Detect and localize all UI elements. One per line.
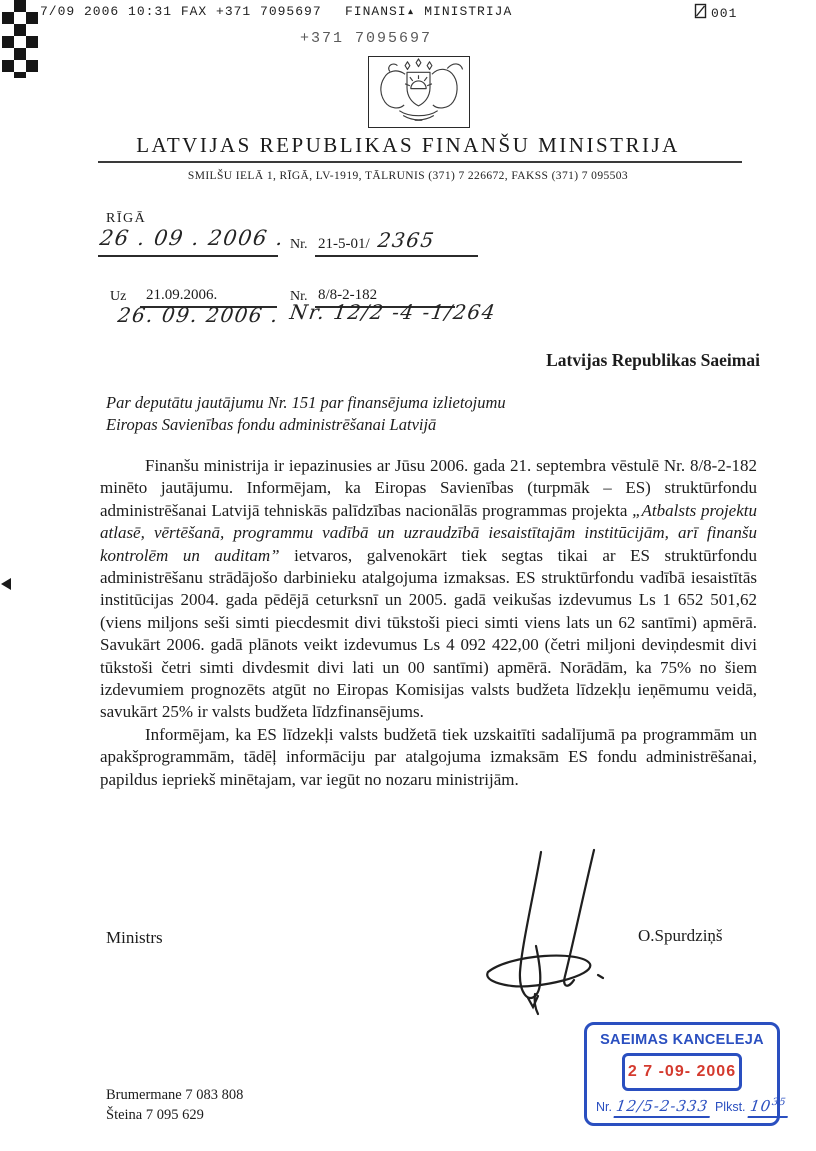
paragraph-1-text-a: Finanšu ministrija ir iepazinusies ar Jūsu 2006. gada 21. septembra vēstulē Nr. 8/8-2-182 minēto jautājumu. Informējam, ka Eiropas Savienības (turpmāk – ES) struktūrfondu administrēšanai Latvijā tehniskās palīdzības nacionālās programmas projekta [100,456,757,520]
latvia-coat-of-arms-icon [368,56,470,128]
stamp-date: 2 7 -09- 2006 [627,1063,737,1080]
paragraph-2: Informējam, ka ES līdzekļi valsts budžetā tiek uzskaitīti sadalījumā pa programmām un apakšprogrammām, tādēļ informāciju par atalgojuma izmaksām ES fondu administrēšanai, papildus iepriekš minētajam, var iegūt no nozaru ministrijām. [100,724,757,789]
fax-header-sender: FINANSI▴ MINISTRIJA [345,4,513,19]
date-underline [98,255,278,257]
recipient: Latvijas Republikas Saeimai [546,350,760,370]
city-label: RĪGĀ [106,211,147,226]
handwritten-date: 26 . 09 . 2006 . [98,226,286,250]
stamp-time-label: Plkst. [714,1100,746,1114]
signature-icon [478,848,643,1021]
letterhead-divider [98,161,742,163]
stamp-title: SAEIMAS KANCELEJA [600,1032,764,1048]
paragraph-1 [100,455,757,724]
stamp-bottom-row [596,1097,789,1118]
fax-checker-artifact [2,0,38,78]
contact-line-2: Šteina 7 095 629 [106,1107,204,1123]
nr-handwritten-value: 2365 [376,228,437,252]
subject-block [106,392,706,436]
uz-label: Uz [110,289,127,304]
uz-date-value: 21.09.2006. [146,287,218,303]
handwritten-received-date: 26. 09. 2006 . [116,303,281,327]
minister-title: Ministrs [106,928,163,947]
uz-nr-label: Nr. [290,289,308,304]
fax-left-arrow-artifact [1,578,11,590]
contact-line-1: Brumermane 7 083 808 [106,1087,244,1103]
fax-header-line: 7/09 2006 10:31 FAX +371 7095697 [40,4,322,19]
paragraph-1-text-b: ietvaros, galvenokārt tiek segtas tikai ar ES struktūrfondu administrēšanu strādājošo darbinieku atalgojuma izmaksas. ES struktūrfondu vadībā iesaistītās institūcijas 2004. gada pēdējā ceturksnī un 2005. gadā veikušas izdevumus Ls 1 652 501,62 (viens miljons seši simti piecdesmit divi tūkstoši pieci simti viens lats un 62 santīmi) apmērā. Savukārt 2006. gadā plānots veikt izdevumus Ls 4 092 422,00 (četri miljoni deviņdesmit divi tūkstoši četri simti divdesmit divi lati un 00 santīmi) apmērā. Norādām, ka 75% no šiem izdevumiem prognozēts atgūt no Eiropas Komisijas valsts budžeta līdzekļu ieņēmumu veidā, savukārt 25% ir valsts budžeta līdzfinansējums. [100,545,758,722]
paragraph-1-project-quote: „Atbalsts projektu atlasē, vērtēšanā, programmu vadībā un uzraudzībā iesaistītajām institūcijām, arī finanšu kontrolēm un auditam” [100,500,757,565]
handwritten-received-nr: Nr. 12/2 -4 -1/264 [288,300,498,324]
nr-label: Nr. [290,237,308,252]
minister-name: O.Spurdziņš [638,926,723,945]
subject-line-1: Par deputātu jautājumu Nr. 151 par finansējuma izlietojumu [106,393,506,412]
uz-nr-value: 8/8-2-182 [318,287,378,303]
letter-body [100,455,757,791]
contact-footer [106,1085,243,1125]
saeima-registry-stamp [584,1022,788,1126]
document-page-icon [694,3,707,24]
nr-typed-value: 21-5-01/ [318,236,370,252]
stamp-date-box [622,1053,742,1091]
fax-page-indicator [694,3,737,24]
nr-underline [315,255,478,257]
ministry-address: SMILŠU IELĀ 1, RĪGĀ, LV-1919, TĀLRUNIS (371) 7 226672, FAKSS (371) 7 095503 [187,170,629,182]
fax-page-number: 001 [711,6,738,21]
ministry-title: LATVIJAS REPUBLIKAS FINANŠU MINISTRIJA [136,133,680,157]
stamp-nr-handwritten: 12/5-2-333 [614,1097,713,1118]
fax-number-line: +371 7095697 [300,30,433,47]
stamp-time-minutes: 35 [771,1097,788,1108]
stamp-nr-label: Nr. [596,1100,612,1114]
subject-line-2: Eiropas Savienības fondu administrēšanai Latvijā [106,415,437,434]
stamp-time-handwritten [748,1097,791,1118]
stamp-time-hours: 10 [748,1097,773,1115]
